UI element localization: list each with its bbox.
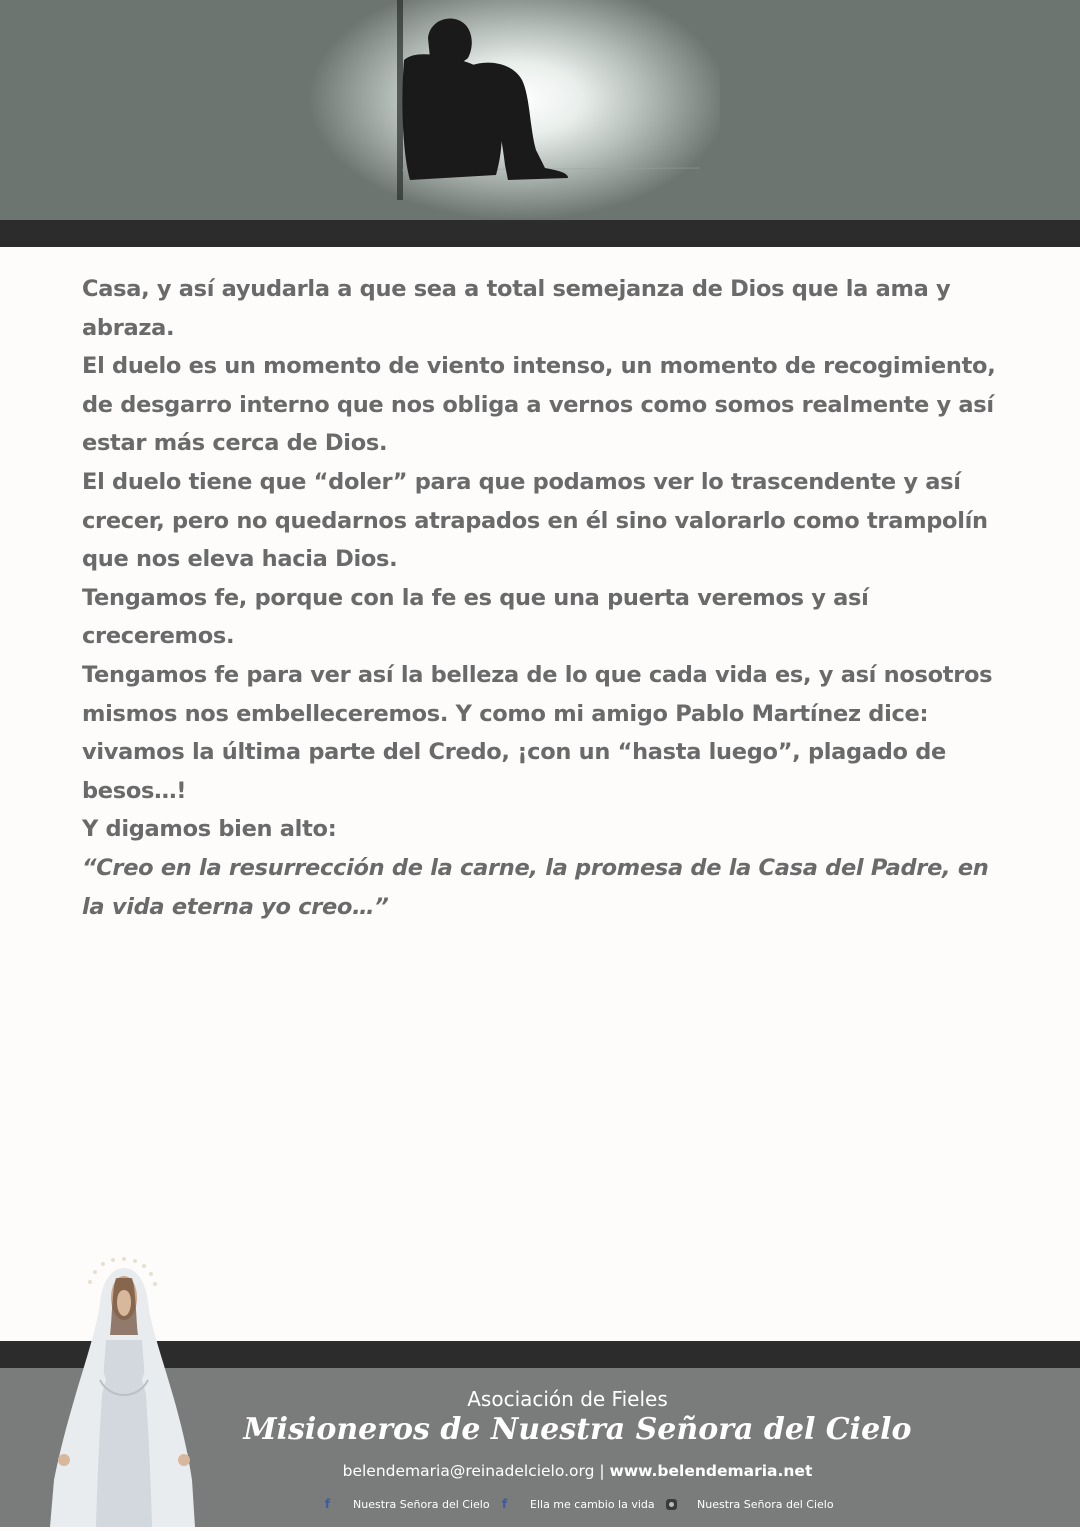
website-link[interactable]: www.belendemaria.net (609, 1462, 813, 1480)
contact-line (0, 1462, 1080, 1480)
sitting-silhouette (300, 0, 720, 220)
social-label-3: Nuestra Señora del Cielo (697, 1497, 834, 1511)
paragraph-3: El duelo tiene que “doler” para que podamos ver lo trascendente y así crecer, pero no quedarnos atrapados en él sino valorarlo como trampolín que nos eleva hacia Dios. (82, 468, 988, 573)
paragraph-5: Tengamos fe para ver así la belleza de lo que cada vida es, y así nosotros mismos nos embelleceremos. Y como mi amigo Pablo Martínez dice: vivamos la última parte del Credo, ¡con un “hasta luego”, plagado de besos…! (82, 661, 993, 804)
contact-separator: | (599, 1462, 605, 1480)
facebook-icon: f (324, 1497, 331, 1511)
facebook-icon: f (501, 1497, 508, 1511)
paragraph-1: Casa, y así ayudarla a que sea a total semejanza de Dios que la ama y abraza. (82, 276, 951, 341)
header-divider-bar (0, 220, 1080, 247)
organization-title: Misioneros de Nuestra Señora del Cielo (243, 1412, 912, 1447)
paragraph-2: El duelo es un momento de viento intenso, un momento de recogimiento, de desgarro interno que nos obliga a vernos como somos realmente y así estar más cerca de Dios. (82, 353, 996, 457)
social-link-2[interactable] (497, 1494, 655, 1514)
paragraph-4: Tengamos fe, porque con la fe es que una puerta veremos y así creceremos. (82, 584, 869, 650)
association-label: Asociación de Fieles (467, 1387, 668, 1411)
email-link[interactable]: belendemaria@reinadelcielo.org (342, 1462, 595, 1480)
article-body (82, 270, 1012, 926)
header-banner (0, 0, 1080, 220)
grieving-person-photo (300, 0, 720, 220)
instagram-icon (664, 1497, 679, 1512)
paragraph-6: Y digamos bien alto: (82, 816, 337, 843)
social-link-1[interactable] (320, 1494, 490, 1514)
creed-quote: “Creo en la resurrección de la carne, la promesa de la Casa del Padre, en la vida eterna yo creo…” (82, 854, 989, 920)
social-label-1: Nuestra Señora del Cielo (353, 1497, 490, 1511)
social-link-3[interactable] (664, 1494, 834, 1514)
social-label-2: Ella me cambio la vida (530, 1497, 655, 1511)
